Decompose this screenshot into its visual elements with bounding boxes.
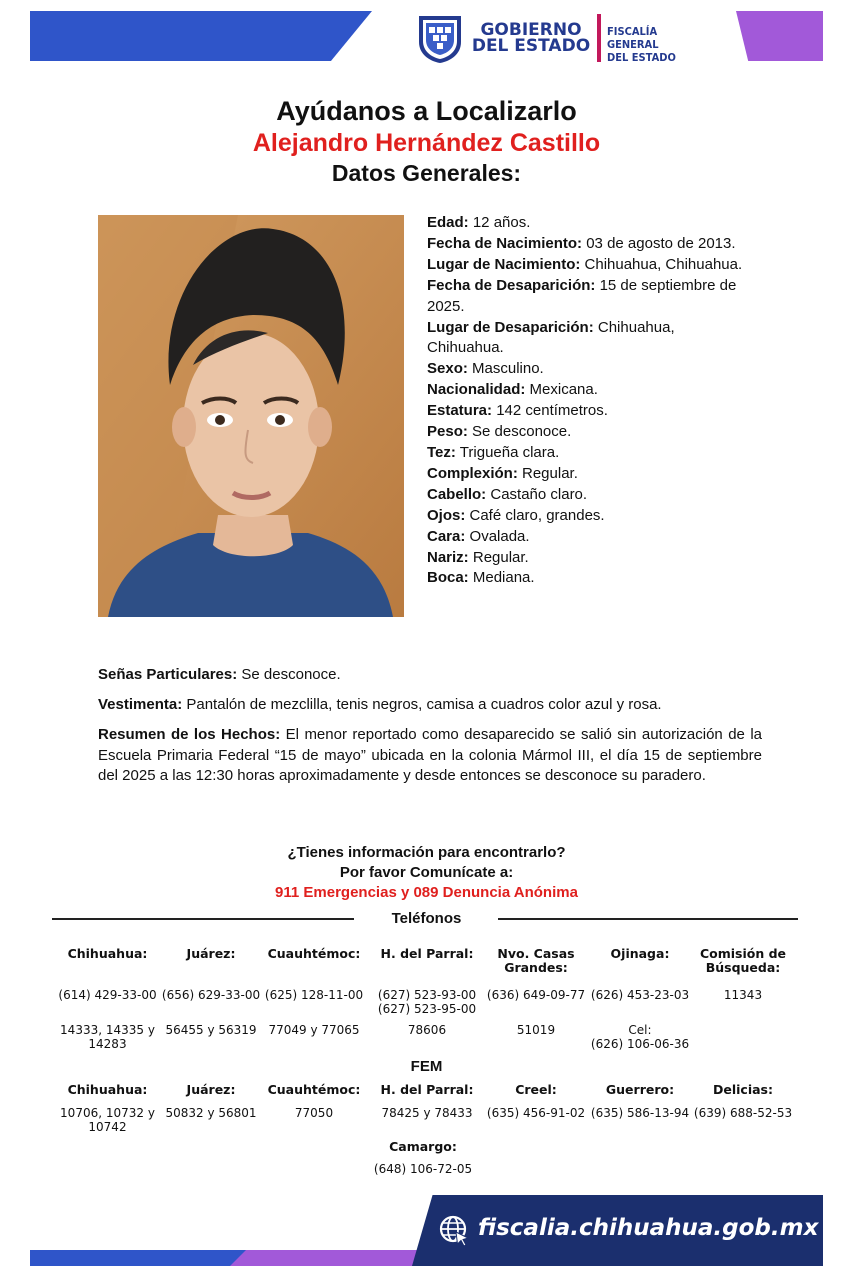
detail-row xyxy=(427,527,752,548)
detail-label: Edad: xyxy=(427,214,469,231)
missing-person-photo xyxy=(98,215,404,617)
website-url[interactable]: fiscalia.chihuahua.gob.mx xyxy=(478,1215,819,1241)
detail-label: Cabello: xyxy=(427,485,487,503)
telefonos-extension: 77049 y 77065 xyxy=(268,1023,360,1037)
detail-label: Estatura: xyxy=(427,402,493,420)
detail-value: 142 centímetros. xyxy=(492,402,608,420)
footer-purple-bar xyxy=(230,1250,430,1266)
fem-city-header: Creel: xyxy=(515,1082,557,1097)
detail-label: Boca: xyxy=(427,569,469,587)
telefonos-extension: 78606 xyxy=(407,1023,447,1037)
telefonos-city-header: Chihuahua: xyxy=(67,946,148,961)
detail-row xyxy=(427,401,752,422)
camargo-phone: (648) 106-72-05 xyxy=(373,1162,473,1176)
detail-value: Regular. xyxy=(468,548,529,566)
detail-row xyxy=(427,422,752,443)
details-list xyxy=(427,213,752,589)
telefonos-phone: (656) 629-33-00 xyxy=(161,988,261,1002)
detail-row xyxy=(427,234,752,255)
detail-label: Peso: xyxy=(427,423,468,441)
detail-value: Se desconoce. xyxy=(467,423,572,441)
senas-particulares: Señas Particulares: Se desconoce. xyxy=(98,666,341,683)
detail-label: Nacionalidad: xyxy=(427,381,526,399)
detail-label: Fecha de Desaparición: xyxy=(427,276,596,294)
fem-city-header: H. del Parral: xyxy=(380,1082,474,1097)
detail-row xyxy=(427,485,752,506)
detail-value: Castaño claro. xyxy=(486,485,588,503)
fem-title: FEM xyxy=(410,1058,443,1075)
telefonos-phone: (614) 429-33-00 xyxy=(58,988,157,1002)
section-title: Datos Generales: xyxy=(331,160,522,186)
header-purple-bar xyxy=(736,11,823,61)
detail-label: Fecha de Nacimiento: xyxy=(427,234,583,252)
detail-label: Lugar de Nacimiento: xyxy=(427,255,581,273)
detail-label: Lugar de Desaparición: xyxy=(427,318,594,336)
detail-value: 12 años. xyxy=(468,214,531,231)
detail-value: Café claro, grandes. xyxy=(465,506,605,524)
contact-instruction: Por favor Comunícate a: xyxy=(339,864,514,881)
telefonos-phone: 11343 xyxy=(723,988,763,1002)
telefonos-phone: (626) 453-23-03 xyxy=(590,988,690,1002)
telefonos-city-header: Comisión de Búsqueda: xyxy=(699,946,787,975)
detail-row xyxy=(427,318,752,360)
detail-row xyxy=(427,255,752,276)
fem-city-header: Cuauhtémoc: xyxy=(267,1082,361,1097)
resumen-hechos: Resumen de los Hechos: El menor reportado como desaparecido se salió sin autorización de la Escuela Primaria Federal “15 de mayo” ubicada en la colonia Mármol III, el día 15 de septiembre del 2025 a las 12:30 horas aproximadamente y desde entonces se desconoce su paradero. xyxy=(98,726,763,784)
telefonos-city-header: Ojinaga: xyxy=(610,946,670,961)
detail-value: Trigueña clara. xyxy=(455,443,560,461)
detail-row xyxy=(427,464,752,485)
telefonos-phone: (627) 523-93-00 (627) 523-95-00 xyxy=(377,988,477,1016)
detail-row xyxy=(427,359,752,380)
telefonos-phone: (636) 649-09-77 xyxy=(486,988,586,1002)
header-blue-bar xyxy=(30,11,372,61)
telefonos-city-header: Nvo. Casas Grandes: xyxy=(497,946,575,975)
detail-label: Ojos: xyxy=(427,506,466,524)
detail-value: Masculino. xyxy=(467,360,544,378)
detail-value: Ovalada. xyxy=(465,527,530,545)
telefonos-city-header: Cuauhtémoc: xyxy=(267,946,361,961)
detail-value: Regular. xyxy=(517,464,578,482)
page-title: Ayúdanos a Localizarlo xyxy=(276,96,577,126)
detail-row xyxy=(427,548,752,569)
fiscalia-general-logo: FISCALÍA GENERAL DEL ESTADO xyxy=(607,25,676,64)
gobierno-del-estado-logo: GOBIERNO DEL ESTADO xyxy=(471,20,591,56)
fem-phone: (639) 688-52-53 xyxy=(693,1106,793,1120)
detail-value: Mediana. xyxy=(468,569,535,587)
fem-phone: 50832 y 56801 xyxy=(165,1106,257,1120)
contact-question: ¿Tienes información para encontrarlo? xyxy=(287,844,566,861)
detail-label: Cara: xyxy=(427,527,466,545)
fem-phone: (635) 456-91-02 xyxy=(486,1106,586,1120)
detail-row xyxy=(427,276,752,318)
fem-phone: (635) 586-13-94 xyxy=(590,1106,690,1120)
detail-row xyxy=(427,380,752,401)
detail-label: Nariz: xyxy=(427,548,469,566)
detail-value: Chihuahua, Chihuahua. xyxy=(580,255,743,273)
state-seal-icon xyxy=(415,12,465,64)
camargo-header: Camargo: xyxy=(389,1139,457,1154)
emergency-numbers: 911 Emergencias y 089 Denuncia Anónima xyxy=(275,884,578,901)
header-divider xyxy=(597,14,601,62)
detail-value: Chihuahua, Chihuahua. xyxy=(427,318,675,357)
telefonos-extension: Cel: (626) 106-06-36 xyxy=(590,1023,690,1051)
fem-phone: 10706, 10732 y 10742 xyxy=(60,1106,155,1134)
vestimenta: Vestimenta: Pantalón de mezclilla, tenis negros, camisa a cuadros color azul y rosa. xyxy=(98,696,662,713)
detail-value: 03 de agosto de 2013. xyxy=(582,234,736,252)
detail-value: 15 de septiembre de 2025. xyxy=(427,276,737,315)
telefonos-extension: 51019 xyxy=(516,1023,556,1037)
telefonos-city-header: H. del Parral: xyxy=(380,946,474,961)
globe-cursor-icon xyxy=(438,1214,470,1248)
fem-phone: 78425 y 78433 xyxy=(381,1106,473,1120)
detail-row xyxy=(427,443,752,464)
fem-city-header: Delicias: xyxy=(713,1082,773,1097)
detail-row xyxy=(427,213,752,234)
fem-city-header: Guerrero: xyxy=(605,1082,675,1097)
detail-label: Sexo: xyxy=(427,360,468,378)
telefonos-phone: (625) 128-11-00 xyxy=(264,988,364,1002)
detail-row xyxy=(427,568,752,589)
fem-city-header: Chihuahua: xyxy=(67,1082,148,1097)
detail-value: Mexicana. xyxy=(525,381,598,399)
fem-city-header: Juárez: xyxy=(186,1082,236,1097)
telefonos-title: Teléfonos xyxy=(391,910,462,927)
detail-label: Tez: xyxy=(427,443,456,461)
telefonos-extension: 56455 y 56319 xyxy=(165,1023,257,1037)
missing-person-name: Alejandro Hernández Castillo xyxy=(252,129,601,157)
telefonos-city-header: Juárez: xyxy=(186,946,236,961)
fem-phone: 77050 xyxy=(294,1106,334,1120)
detail-label: Complexión: xyxy=(427,464,518,482)
telefonos-extension: 14333, 14335 y 14283 xyxy=(60,1023,155,1051)
detail-row xyxy=(427,506,752,527)
